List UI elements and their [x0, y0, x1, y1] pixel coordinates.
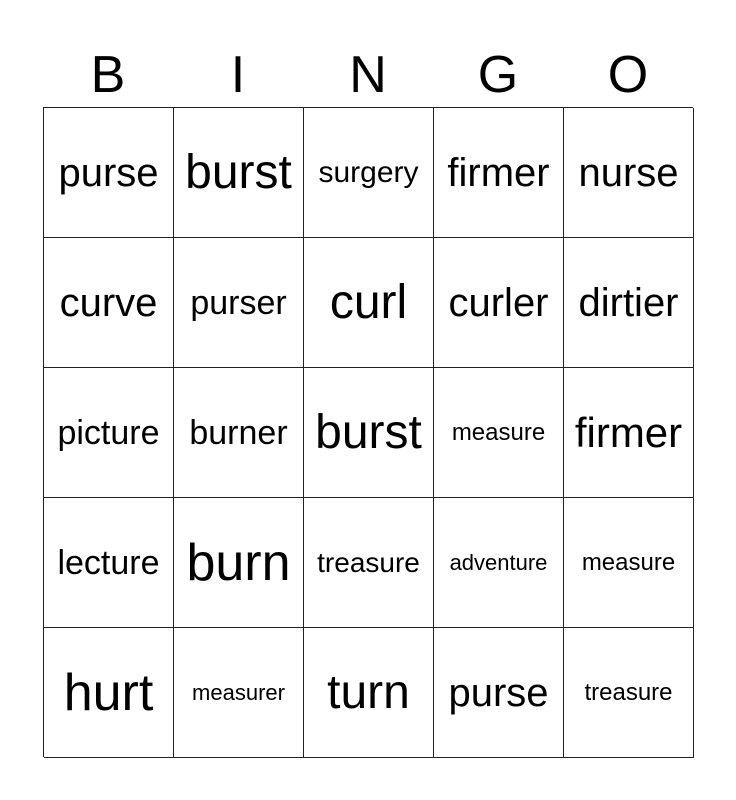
- header-letter-i: I: [230, 46, 246, 104]
- bingo-cell[interactable]: burner: [174, 368, 304, 498]
- bingo-cell[interactable]: measurer: [174, 628, 304, 758]
- bingo-cell[interactable]: purser: [174, 238, 304, 368]
- bingo-cell[interactable]: hurt: [44, 628, 174, 758]
- bingo-cell[interactable]: adventure: [434, 498, 564, 628]
- header-letter-o: O: [607, 46, 649, 104]
- header-letter-n: N: [349, 46, 387, 104]
- bingo-cell[interactable]: firmer: [564, 368, 694, 498]
- bingo-cell[interactable]: nurse: [564, 108, 694, 238]
- bingo-cell[interactable]: measure: [564, 498, 694, 628]
- header-letter-g: G: [477, 46, 519, 104]
- bingo-cell[interactable]: surgery: [304, 108, 434, 238]
- bingo-cell[interactable]: curve: [44, 238, 174, 368]
- bingo-board: [43, 107, 693, 757]
- bingo-cell[interactable]: treasure: [304, 498, 434, 628]
- bingo-cell[interactable]: curl: [304, 238, 434, 368]
- header-letter-b: B: [90, 46, 126, 104]
- bingo-cell[interactable]: dirtier: [564, 238, 694, 368]
- bingo-cell[interactable]: burn: [174, 498, 304, 628]
- bingo-cell[interactable]: measure: [434, 368, 564, 498]
- bingo-cell[interactable]: burst: [304, 368, 434, 498]
- bingo-cell[interactable]: turn: [304, 628, 434, 758]
- bingo-cell[interactable]: purse: [44, 108, 174, 238]
- bingo-cell[interactable]: purse: [434, 628, 564, 758]
- bingo-cell[interactable]: curler: [434, 238, 564, 368]
- bingo-cell[interactable]: firmer: [434, 108, 564, 238]
- bingo-cell[interactable]: treasure: [564, 628, 694, 758]
- bingo-cell[interactable]: burst: [174, 108, 304, 238]
- bingo-header: [43, 44, 693, 106]
- bingo-cell[interactable]: picture: [44, 368, 174, 498]
- bingo-cell[interactable]: lecture: [44, 498, 174, 628]
